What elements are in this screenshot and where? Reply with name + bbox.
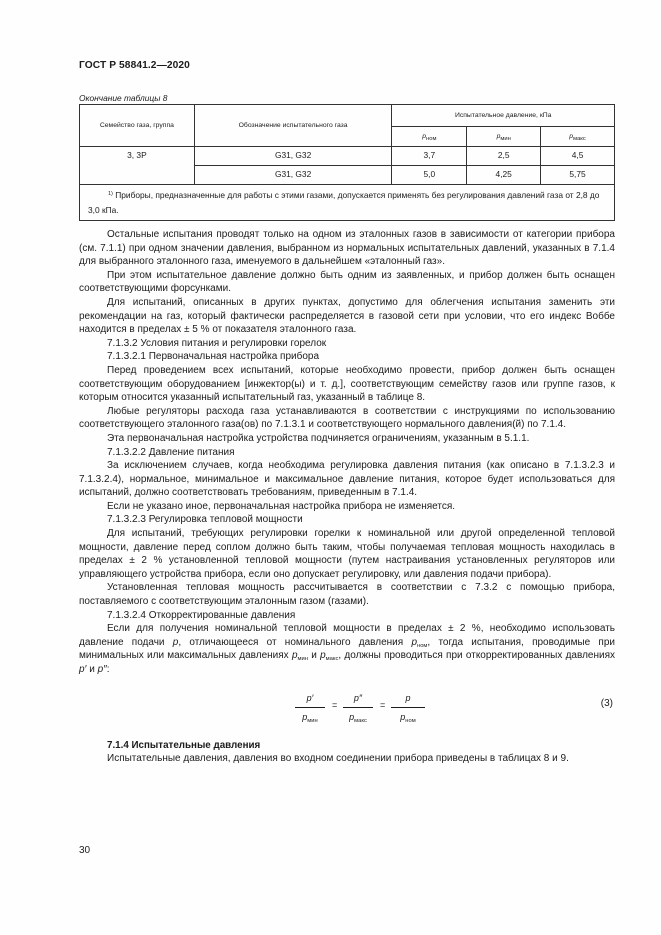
p-subscript: ном	[426, 135, 437, 142]
p-symbol: p	[411, 636, 417, 648]
formula-3	[79, 685, 615, 739]
col-header-family: Семейство газа, группа	[80, 105, 195, 147]
footnote-marker: 1)	[108, 191, 113, 197]
fraction	[295, 691, 325, 724]
section-heading: 7.1.3.2.3 Регулировка тепловой мощности	[107, 514, 303, 526]
section-heading: 7.1.3.2.4 Откорректированные давления	[107, 609, 296, 621]
p-symbol: p	[291, 650, 298, 662]
p-subscript: макс	[325, 656, 339, 663]
table-footnote	[80, 185, 615, 221]
denominator	[391, 708, 425, 724]
p-subscript: ном	[405, 717, 416, 724]
text-run: , тогда испытания, проводимые при минимальных или максимальных давлениях	[79, 636, 615, 662]
col-header-p-max	[541, 127, 615, 147]
denominator	[343, 708, 373, 724]
col-header-pressure: Испытательное давление, кПа	[392, 105, 615, 127]
text-run: Если для получения номинальной тепловой мощности в пределах ± 2 %, необходимо использовать давление подачи	[79, 623, 615, 648]
fraction	[343, 691, 373, 724]
p-symbol: p	[496, 132, 501, 140]
fraction	[391, 691, 425, 724]
col-header-p-nom	[392, 127, 467, 147]
cell-p-nom: 3,7	[392, 147, 467, 166]
paragraph: При этом испытательное давление должно быть одним из заявленных, и прибор должен быть оснащен соответствующими форсунками.	[79, 269, 615, 295]
equals-sign: =	[380, 699, 386, 710]
body-text	[79, 228, 615, 766]
paragraph: Для испытаний, описанных в других пунктах, допустимо для облегчения испытания заменить эти рекомендации на газ, который фактически распределяется в газовой сети при условии, что его индекс Воббе находится в пределах ± 5 % от показателя эталонного газа.	[79, 296, 615, 336]
cell-p-min: 4,25	[467, 166, 541, 185]
numerator: p″	[343, 691, 373, 708]
p-symbol: p	[302, 711, 308, 722]
p-subscript: мин	[500, 135, 511, 142]
cell-family: 3, 3P	[80, 147, 195, 185]
paragraph: Остальные испытания проводят только на одном из эталонных газов в зависимости от категории прибора (см. 7.1.1) при одном значении давления, выбранном из нормальных испытательных давлений, указанных в 7.1.4 для выбранного эталонного газа, именуемого в дальнейшем «эталонный газ».	[79, 229, 615, 268]
paragraph: За исключением случаев, когда необходима регулировка давления питания (как описано в 7.1.3.2.3 и 7.1.3.2.4), нормальное, минимальное и максимальное давление питания, которое будет использоваться для испытаний, должно соответствовать требованиям, приведенным в 7.1.4.	[79, 460, 615, 499]
p-subscript: мин	[307, 717, 318, 724]
p-symbol: p	[320, 650, 326, 662]
section-heading-714: 7.1.4 Испытательные давления	[107, 739, 261, 751]
section-heading: 7.1.3.2.2 Давление питания	[107, 446, 235, 458]
text-run: , отличающееся от номинального давления	[178, 636, 412, 648]
equals-sign: =	[332, 699, 338, 710]
cell-gas: G31, G32	[194, 166, 392, 185]
paragraph: Эта первоначальная настройка устройства подчиняется ограничениям, указанным в 5.1.1.	[107, 432, 530, 444]
p-symbol: p	[349, 711, 355, 722]
cell-gas: G31, G32	[194, 147, 392, 166]
text-run: и	[86, 664, 98, 675]
p-double-prime-symbol: p″	[97, 664, 107, 675]
paragraph: Любые регуляторы расхода газа устанавливаются в соответствии с инструкциями по использованию соответствующего эталонного газа(ов) по 7.1.3.1 и соответствующего нормального давления(й) по 7.1.4.	[79, 405, 615, 431]
paragraph: Для испытаний, требующих регулировки горелки к номинальной или другой определенной тепловой мощности, давление перед соплом должно быть таким, чтобы получаемая тепловая мощность находилась в пределах ± 2 % установленной тепловой мощности (путем настраивания установленных регуляторов или управляющего устройства прибора, если оно допускает регулировку, или давления подачи прибора).	[79, 528, 615, 580]
paragraph: Установленная тепловая мощность рассчитывается в соответствии с 7.3.2 с помощью прибора, поставляемого с соответствующим эталонным газом (газами).	[79, 582, 615, 608]
p-subscript: ном	[417, 642, 428, 649]
cell-p-min: 2,5	[467, 147, 541, 166]
paragraph-corrected-pressures	[79, 622, 615, 676]
test-pressure-table	[79, 104, 615, 221]
numerator: p′	[295, 691, 325, 708]
paragraph: Если не указано иное, первоначальная настройка прибора не изменяется.	[107, 500, 456, 512]
standard-header: ГОСТ Р 58841.2—2020	[79, 60, 190, 71]
col-header-p-min	[467, 127, 541, 147]
paragraph: Перед проведением всех испытаний, которые необходимо провести, прибор должен быть оснащен соответствующим оборудованием [инжектор(ы) и т. д.], соответствующим семейству газов или группе газов, к которым относится указанный испытательный газ, указанный в таблице 8.	[79, 364, 615, 404]
footnote-text: Приборы, предназначенные для работы с этими газами, допускается применять без регулирования давлений газа от 2,8 до 3,0 кПа.	[88, 190, 600, 215]
denominator	[295, 708, 325, 724]
numerator: p	[391, 691, 425, 708]
p-symbol: p	[422, 132, 427, 140]
p-symbol: p	[569, 132, 574, 140]
p-subscript: мин	[297, 656, 308, 663]
page-number: 30	[79, 845, 91, 856]
paragraph: Испытательные давления, давления во входном соединении прибора приведены в таблицах 8 и 9.	[107, 753, 569, 765]
p-subscript: макс	[573, 135, 586, 142]
text-run: и	[307, 650, 321, 662]
section-heading: 7.1.3.2 Условия питания и регулировки горелок	[107, 337, 327, 349]
formula-number: (3)	[600, 697, 613, 709]
cell-p-max: 5,75	[541, 166, 615, 185]
col-header-designation: Обозначение испытательного газа	[194, 105, 392, 147]
p-symbol: p	[400, 711, 406, 722]
text-run: :	[106, 664, 110, 675]
cell-p-nom: 5,0	[392, 166, 467, 185]
section-heading: 7.1.3.2.1 Первоначальная настройка прибора	[107, 351, 320, 363]
p-symbol: p	[172, 636, 179, 648]
table-caption: Окончание таблицы 8	[79, 93, 168, 103]
p-subscript: макс	[354, 717, 367, 724]
cell-p-max: 4,5	[541, 147, 615, 166]
text-run: , должны проводиться при откорректированных давлениях	[338, 650, 615, 662]
p-prime-symbol: p′	[79, 664, 87, 675]
